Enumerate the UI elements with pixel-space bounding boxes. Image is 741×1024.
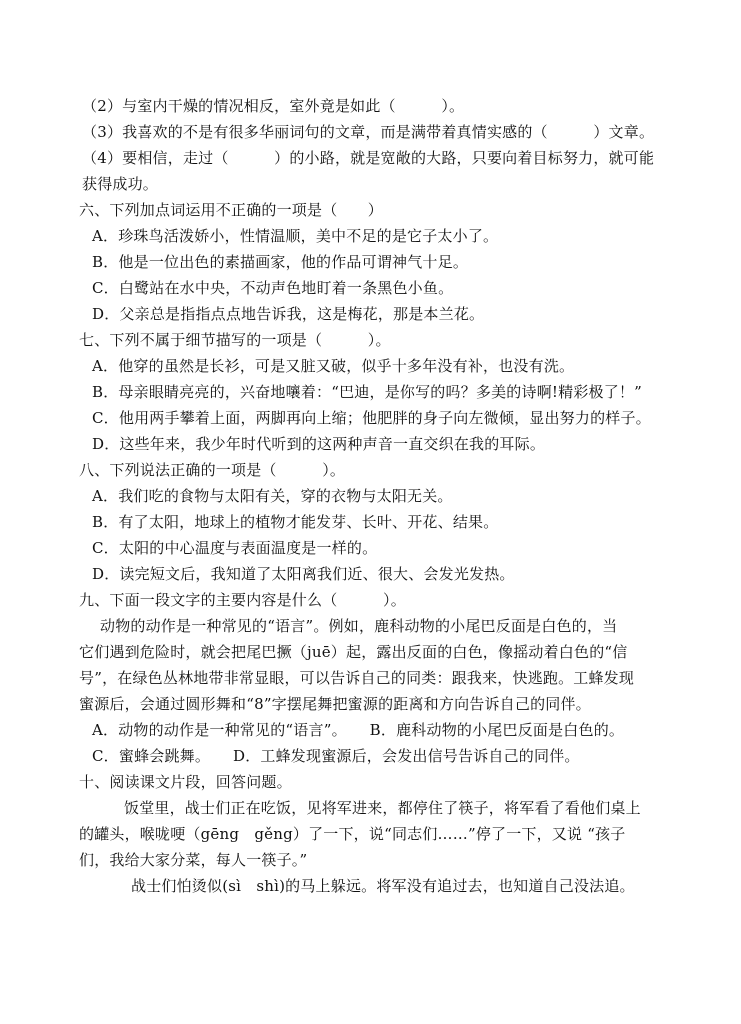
question-6-title: 六、下列加点词运用不正确的一项是（ ） [79,201,384,219]
q8-option-b: B．有了太阳，地球上的植物才能发芽、长叶、开花、结果。 [92,513,499,531]
q10-passage-line-2: 的罐头，喉咙哽（gēng gěng）了一下，说“同志们……”停了一下，又说 “孩子 [79,825,626,843]
fill-blank-2: （2）与室内干燥的情况相反，室外竟是如此（ ）。 [82,97,465,115]
question-9-title: 九、下面一段文字的主要内容是什么（ ）。 [79,591,406,609]
q6-option-a: A．珍珠鸟活泼娇小，性情温顺，美中不足的是它子太小了。 [92,227,499,245]
fill-blank-4-cont: 获得成功。 [82,175,159,193]
q6-option-b: B．他是一位出色的素描画家，他的作品可谓神气十足。 [92,253,469,271]
q10-passage-line-3: 们，我给大家分菜，每人一筷子。” [79,851,308,869]
q10-passage-line-1: 饭堂里，战士们正在吃饭，见将军进来，都停住了筷子，将军看了看他们桌上 [124,799,641,817]
q6-option-d: D．父亲总是指指点点地告诉我，这是梅花，那是本兰花。 [92,305,485,323]
q7-option-b: B．母亲眼睛亮亮的，兴奋地嚷着：“巴迪，是你写的吗？多美的诗啊!精彩极了！” [92,383,642,401]
q9-passage-line-2: 它们遇到危险时，就会把尾巴撅（juē）起，露出反面的白色，像摇动着白色的“信 [79,643,628,661]
fill-blank-4: （4）要相信，走过（ ）的小路，就是宽敞的大路，只要向着目标努力，就可能 [82,149,655,167]
question-7-title: 七、下列不属于细节描写的一项是（ ）。 [79,331,391,349]
question-8-title: 八、下列说法正确的一项是（ ）。 [79,461,346,479]
fill-blank-3: （3）我喜欢的不是有很多华丽词句的文章，而是满带着真情实感的（ ）文章。 [82,123,655,141]
q9-passage-line-1: 动物的动作是一种常见的“语言”。例如，鹿科动物的小尾巴反面是白色的，当 [100,617,618,635]
q9-passage-line-4: 蜜源后，会通过圆形舞和“8”字摆尾舞把蜜源的距离和方向告诉自己的同伴。 [79,695,591,713]
q9-options-cd: C．蜜蜂会跳舞。 D．工蜂发现蜜源后，会发出信号告诉自己的同伴。 [92,747,580,765]
q10-passage-line-4: 战士们怕烫似(sì shì)的马上躲远。将军没有追过去，也知道自己没法追。 [131,877,635,895]
q8-option-a: A．我们吃的食物与太阳有关，穿的衣物与太阳无关。 [92,487,453,505]
q9-passage-line-3: 号”，在绿色丛林地带非常显眼，可以告诉自己的同类：跟我来，快逃跑。工蜂发现 [79,669,635,687]
q9-options-ab: A．动物的动作是一种常见的“语言”。 B．鹿科动物的小尾巴反面是白色的。 [92,721,625,739]
q7-option-c: C．他用两手攀着上面，两脚再向上缩；他肥胖的身子向左微倾，显出努力的样子。 [92,409,651,427]
q7-option-a: A．他穿的虽然是长衫，可是又脏又破，似乎十多年没有补，也没有洗。 [92,357,575,375]
question-10-title: 十、阅读课文片段，回答问题。 [79,773,292,791]
q8-option-d: D．读完短文后，我知道了太阳离我们近、很大、会发光发热。 [92,565,515,583]
q6-option-c: C．白鹭站在水中央，不动声色地盯着一条黑色小鱼。 [92,279,454,297]
q8-option-c: C．太阳的中心温度与表面温度是一样的。 [92,539,378,557]
q7-option-d: D．这些年来，我少年时代听到的这两种声音一直交织在我的耳际。 [92,435,546,453]
